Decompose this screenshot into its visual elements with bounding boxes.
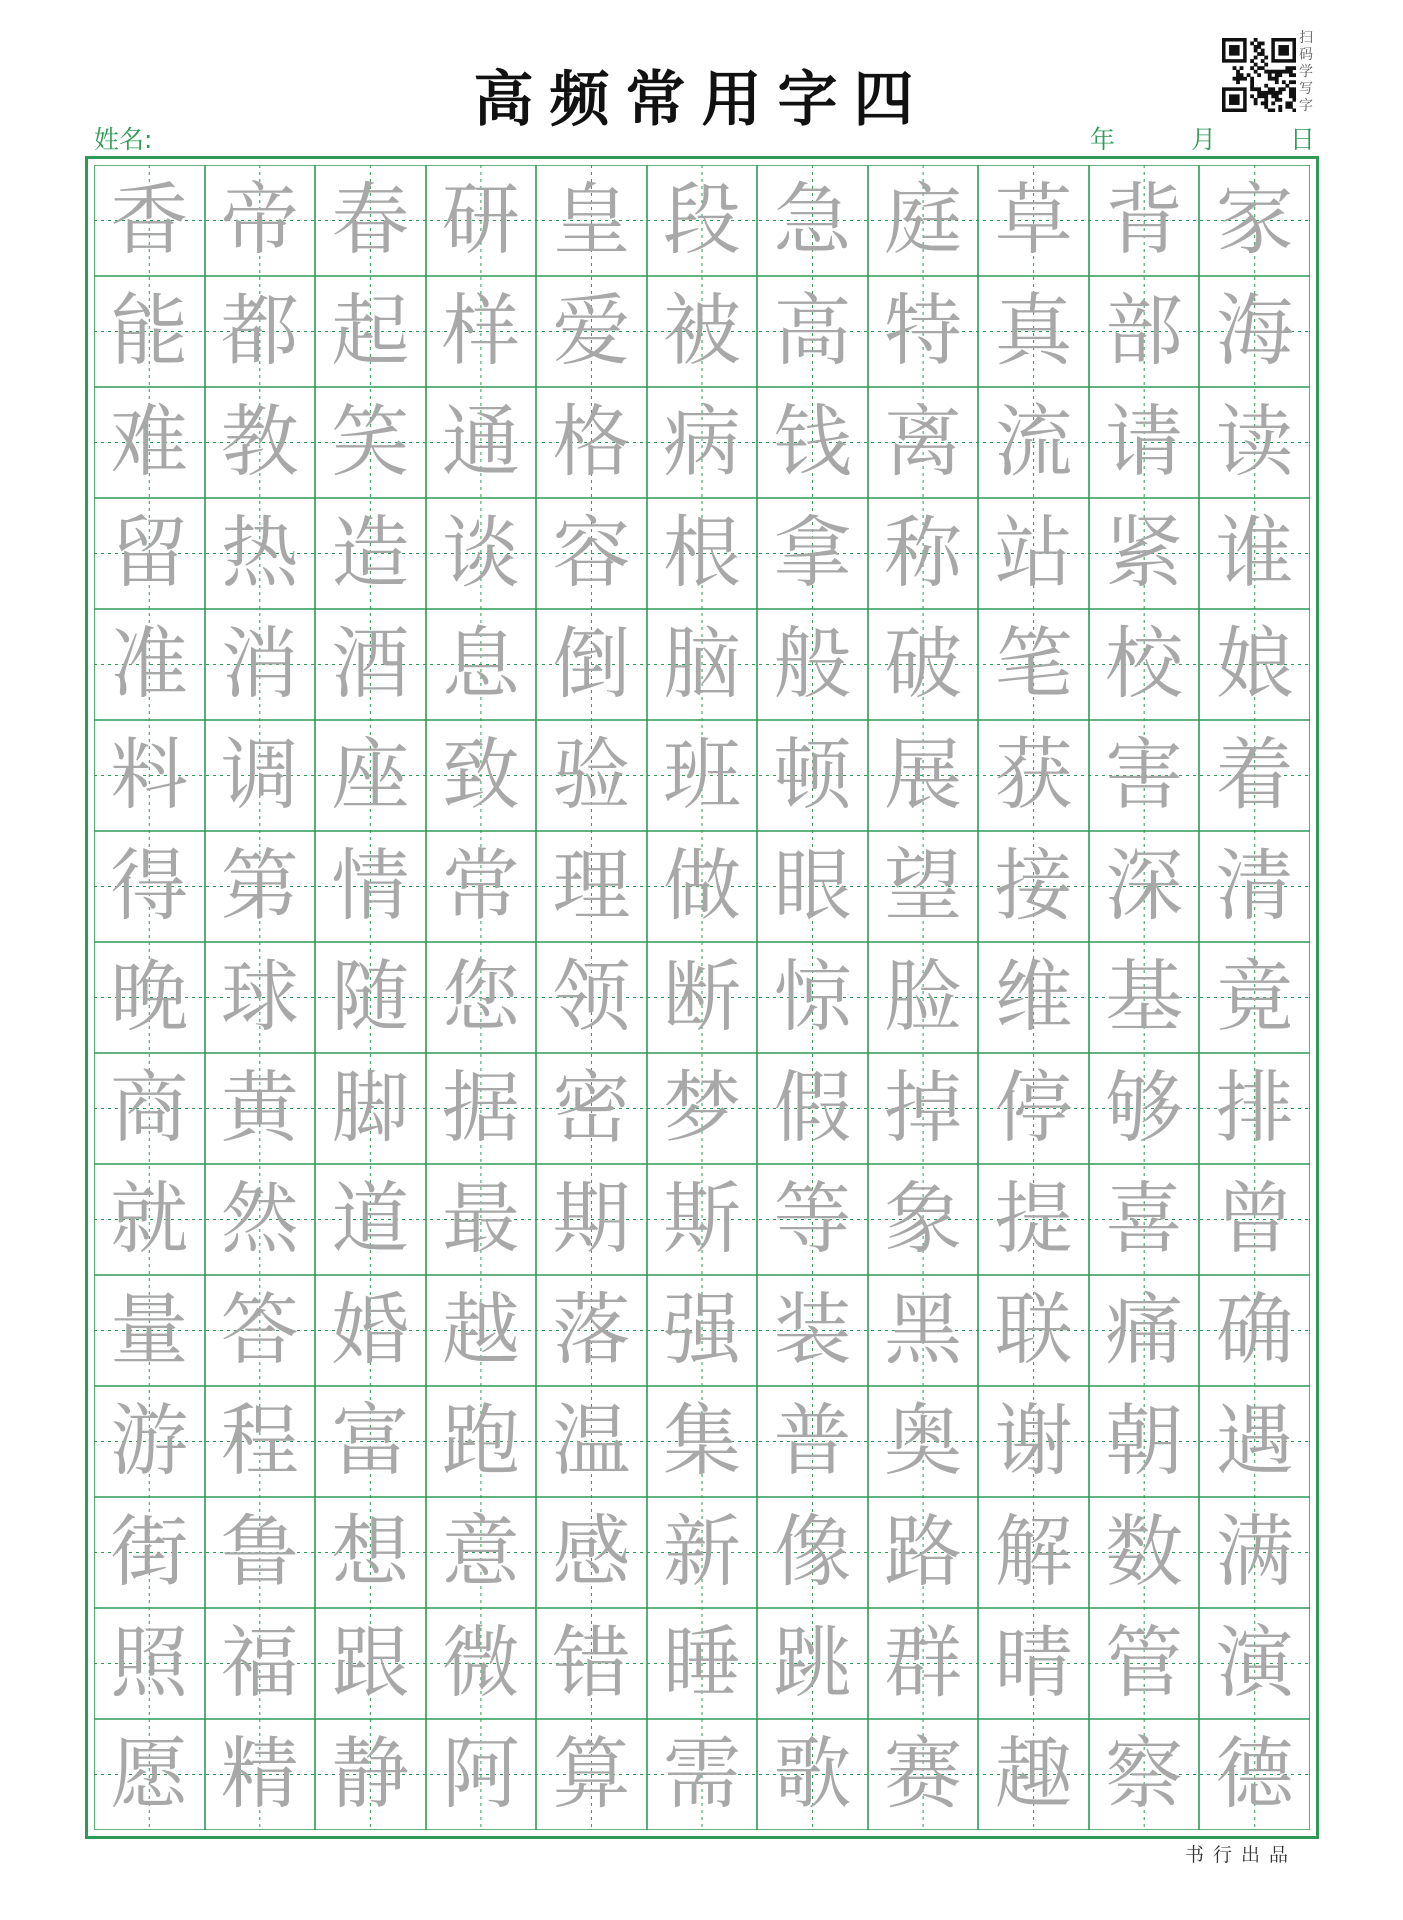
practice-character: 谁 (1215, 508, 1294, 599)
practice-character: 段 (662, 175, 742, 266)
practice-character: 痛 (1105, 1285, 1184, 1376)
practice-character: 精 (220, 1729, 299, 1820)
practice-character: 跑 (441, 1396, 520, 1487)
practice-character: 研 (441, 175, 520, 266)
page-title: 高频常用字四 (473, 65, 930, 135)
practice-character: 都 (220, 286, 299, 377)
practice-character: 管 (1105, 1618, 1184, 1709)
practice-character: 称 (884, 508, 963, 599)
practice-character: 破 (884, 619, 963, 710)
practice-character: 座 (331, 730, 410, 821)
practice-character: 情 (331, 841, 410, 932)
practice-character: 留 (110, 508, 189, 599)
practice-character: 离 (884, 397, 963, 488)
practice-character: 歌 (773, 1729, 852, 1820)
practice-character: 理 (552, 841, 631, 932)
practice-character: 脑 (662, 619, 742, 710)
practice-character: 病 (662, 397, 742, 488)
practice-character: 获 (994, 730, 1073, 821)
practice-character: 联 (994, 1285, 1073, 1376)
practice-character: 球 (220, 952, 299, 1043)
practice-character: 黄 (220, 1063, 299, 1154)
practice-character: 请 (1105, 397, 1184, 488)
practice-character: 庭 (884, 175, 963, 266)
practice-character: 满 (1215, 1507, 1294, 1598)
practice-character: 校 (1105, 619, 1184, 710)
practice-character: 像 (773, 1507, 852, 1598)
name-label: 姓名: (94, 125, 153, 154)
practice-character: 落 (552, 1285, 631, 1376)
practice-character: 量 (110, 1285, 189, 1376)
practice-character: 根 (662, 508, 742, 599)
practice-character: 够 (1105, 1063, 1184, 1154)
practice-character: 展 (884, 730, 963, 821)
qr-caption-char: 学 (1299, 64, 1313, 80)
practice-character: 群 (884, 1618, 963, 1709)
practice-grid (85, 156, 1319, 1839)
practice-character: 假 (773, 1063, 852, 1154)
practice-character: 笑 (331, 397, 410, 488)
practice-character: 温 (552, 1396, 631, 1487)
practice-character: 领 (552, 952, 631, 1043)
practice-character: 越 (441, 1285, 520, 1376)
practice-character: 最 (441, 1174, 520, 1265)
practice-character: 答 (220, 1285, 299, 1376)
practice-character: 普 (773, 1396, 852, 1487)
practice-character: 害 (1105, 730, 1184, 821)
practice-character: 息 (441, 619, 520, 710)
practice-character: 香 (110, 175, 189, 266)
practice-character: 密 (552, 1063, 631, 1154)
tian-zi-grid (94, 165, 1310, 1830)
practice-character: 象 (884, 1174, 963, 1265)
practice-character: 娘 (1215, 619, 1294, 710)
practice-character: 黑 (884, 1285, 963, 1376)
practice-character: 晚 (110, 952, 189, 1043)
practice-character: 背 (1105, 175, 1184, 266)
practice-character: 格 (552, 397, 631, 488)
practice-character: 第 (220, 841, 299, 932)
practice-character: 跟 (331, 1618, 410, 1709)
qr-caption-char: 扫 (1299, 30, 1313, 46)
practice-character: 强 (662, 1285, 742, 1376)
practice-character: 爱 (552, 286, 631, 377)
practice-character: 竟 (1215, 952, 1294, 1043)
practice-character: 街 (110, 1507, 189, 1598)
practice-character: 集 (662, 1396, 742, 1487)
practice-character: 特 (884, 286, 963, 377)
practice-character: 趣 (994, 1729, 1073, 1820)
practice-character: 道 (331, 1174, 410, 1265)
practice-character: 得 (110, 841, 189, 932)
practice-character: 难 (110, 397, 189, 488)
practice-character: 阿 (441, 1729, 520, 1820)
practice-character: 顿 (773, 730, 852, 821)
practice-character: 部 (1105, 286, 1184, 377)
practice-character: 热 (220, 508, 299, 599)
practice-character: 深 (1105, 841, 1184, 932)
practice-character: 惊 (773, 952, 852, 1043)
practice-character: 算 (552, 1729, 631, 1820)
practice-character: 游 (110, 1396, 189, 1487)
practice-character: 您 (441, 952, 520, 1043)
practice-character: 提 (994, 1174, 1073, 1265)
practice-character: 酒 (331, 619, 410, 710)
practice-character: 朝 (1105, 1396, 1184, 1487)
practice-character: 愿 (110, 1729, 189, 1820)
practice-character: 消 (220, 619, 299, 710)
practice-character: 新 (662, 1507, 742, 1598)
practice-character: 真 (994, 286, 1073, 377)
practice-character: 春 (331, 175, 410, 266)
practice-character: 赛 (884, 1729, 963, 1820)
practice-character: 曾 (1215, 1174, 1294, 1265)
practice-character: 商 (110, 1063, 189, 1154)
qr-caption (1298, 30, 1314, 115)
practice-character: 断 (662, 952, 742, 1043)
practice-character: 被 (662, 286, 742, 377)
practice-character: 想 (331, 1507, 410, 1598)
practice-character: 微 (441, 1618, 520, 1709)
date-month-label: 月 (1191, 125, 1217, 154)
practice-character: 急 (773, 175, 852, 266)
practice-character: 起 (331, 286, 410, 377)
practice-character: 验 (552, 730, 631, 821)
practice-character: 解 (994, 1507, 1073, 1598)
practice-character: 料 (110, 730, 189, 821)
practice-character: 就 (110, 1174, 189, 1265)
practice-character: 福 (220, 1618, 299, 1709)
practice-character: 晴 (994, 1618, 1073, 1709)
qr-caption-char: 字 (1299, 98, 1313, 114)
practice-character: 流 (994, 397, 1073, 488)
practice-character: 样 (441, 286, 520, 377)
practice-character: 基 (1105, 952, 1184, 1043)
practice-character: 据 (441, 1063, 520, 1154)
practice-character: 造 (331, 508, 410, 599)
practice-character: 班 (662, 730, 742, 821)
practice-character: 感 (552, 1507, 631, 1598)
practice-character: 错 (552, 1618, 631, 1709)
practice-character: 容 (552, 508, 631, 599)
practice-character: 排 (1215, 1063, 1294, 1154)
practice-character: 期 (552, 1174, 631, 1265)
practice-character: 草 (994, 175, 1073, 266)
practice-character: 程 (220, 1396, 299, 1487)
practice-character: 做 (662, 841, 742, 932)
practice-character: 着 (1215, 730, 1294, 821)
practice-character: 谈 (441, 508, 520, 599)
practice-character: 钱 (773, 397, 852, 488)
practice-character: 站 (994, 508, 1073, 599)
practice-character: 掉 (884, 1063, 963, 1154)
practice-character: 演 (1215, 1618, 1294, 1709)
practice-character: 笔 (994, 619, 1073, 710)
practice-character: 清 (1215, 841, 1294, 932)
practice-character: 等 (773, 1174, 852, 1265)
practice-character: 确 (1215, 1285, 1294, 1376)
practice-character: 接 (994, 841, 1073, 932)
practice-character: 德 (1215, 1729, 1294, 1820)
practice-character: 富 (331, 1396, 410, 1487)
practice-character: 倒 (552, 619, 631, 710)
practice-character: 眼 (773, 841, 852, 932)
practice-character: 常 (441, 841, 520, 932)
practice-character: 致 (441, 730, 520, 821)
practice-character: 婚 (331, 1285, 410, 1376)
practice-character: 照 (110, 1618, 189, 1709)
practice-character: 遇 (1215, 1396, 1294, 1487)
practice-character: 准 (110, 619, 189, 710)
date-year-label: 年 (1090, 125, 1116, 154)
qr-caption-char: 写 (1299, 81, 1313, 97)
practice-character: 数 (1105, 1507, 1184, 1598)
practice-character: 读 (1215, 397, 1294, 488)
practice-character: 家 (1215, 175, 1294, 266)
practice-character: 维 (994, 952, 1073, 1043)
practice-character: 静 (331, 1729, 410, 1820)
practice-character: 调 (220, 730, 299, 821)
qr-caption-char: 码 (1299, 47, 1313, 63)
practice-character: 跳 (773, 1618, 852, 1709)
qr-code-icon (1222, 38, 1296, 112)
practice-character: 脸 (884, 952, 963, 1043)
practice-character: 需 (662, 1729, 742, 1820)
practice-character: 能 (110, 286, 189, 377)
practice-character: 奥 (884, 1396, 963, 1487)
practice-character: 高 (773, 286, 852, 377)
practice-character: 般 (773, 619, 852, 710)
practice-character: 鲁 (220, 1507, 299, 1598)
date-row (1090, 120, 1316, 152)
practice-character: 海 (1215, 286, 1294, 377)
practice-character: 通 (441, 397, 520, 488)
practice-character: 停 (994, 1063, 1073, 1154)
practice-character: 紧 (1105, 508, 1184, 599)
practice-character: 皇 (552, 175, 631, 266)
practice-character: 随 (331, 952, 410, 1043)
footer-credit: 书行出品 (1185, 1844, 1298, 1866)
practice-character: 睡 (662, 1618, 742, 1709)
practice-character: 路 (884, 1507, 963, 1598)
practice-character: 谢 (994, 1396, 1073, 1487)
practice-character: 意 (441, 1507, 520, 1598)
practice-character: 拿 (773, 508, 852, 599)
date-day-label: 日 (1290, 125, 1316, 154)
practice-character: 帝 (220, 175, 299, 266)
practice-character: 教 (220, 397, 299, 488)
practice-character: 喜 (1105, 1174, 1184, 1265)
practice-character: 装 (773, 1285, 852, 1376)
practice-character: 察 (1105, 1729, 1184, 1820)
practice-character: 脚 (331, 1063, 410, 1154)
practice-character: 望 (884, 841, 963, 932)
practice-character: 然 (220, 1174, 299, 1265)
practice-character: 梦 (662, 1063, 742, 1154)
practice-character: 斯 (662, 1174, 742, 1265)
